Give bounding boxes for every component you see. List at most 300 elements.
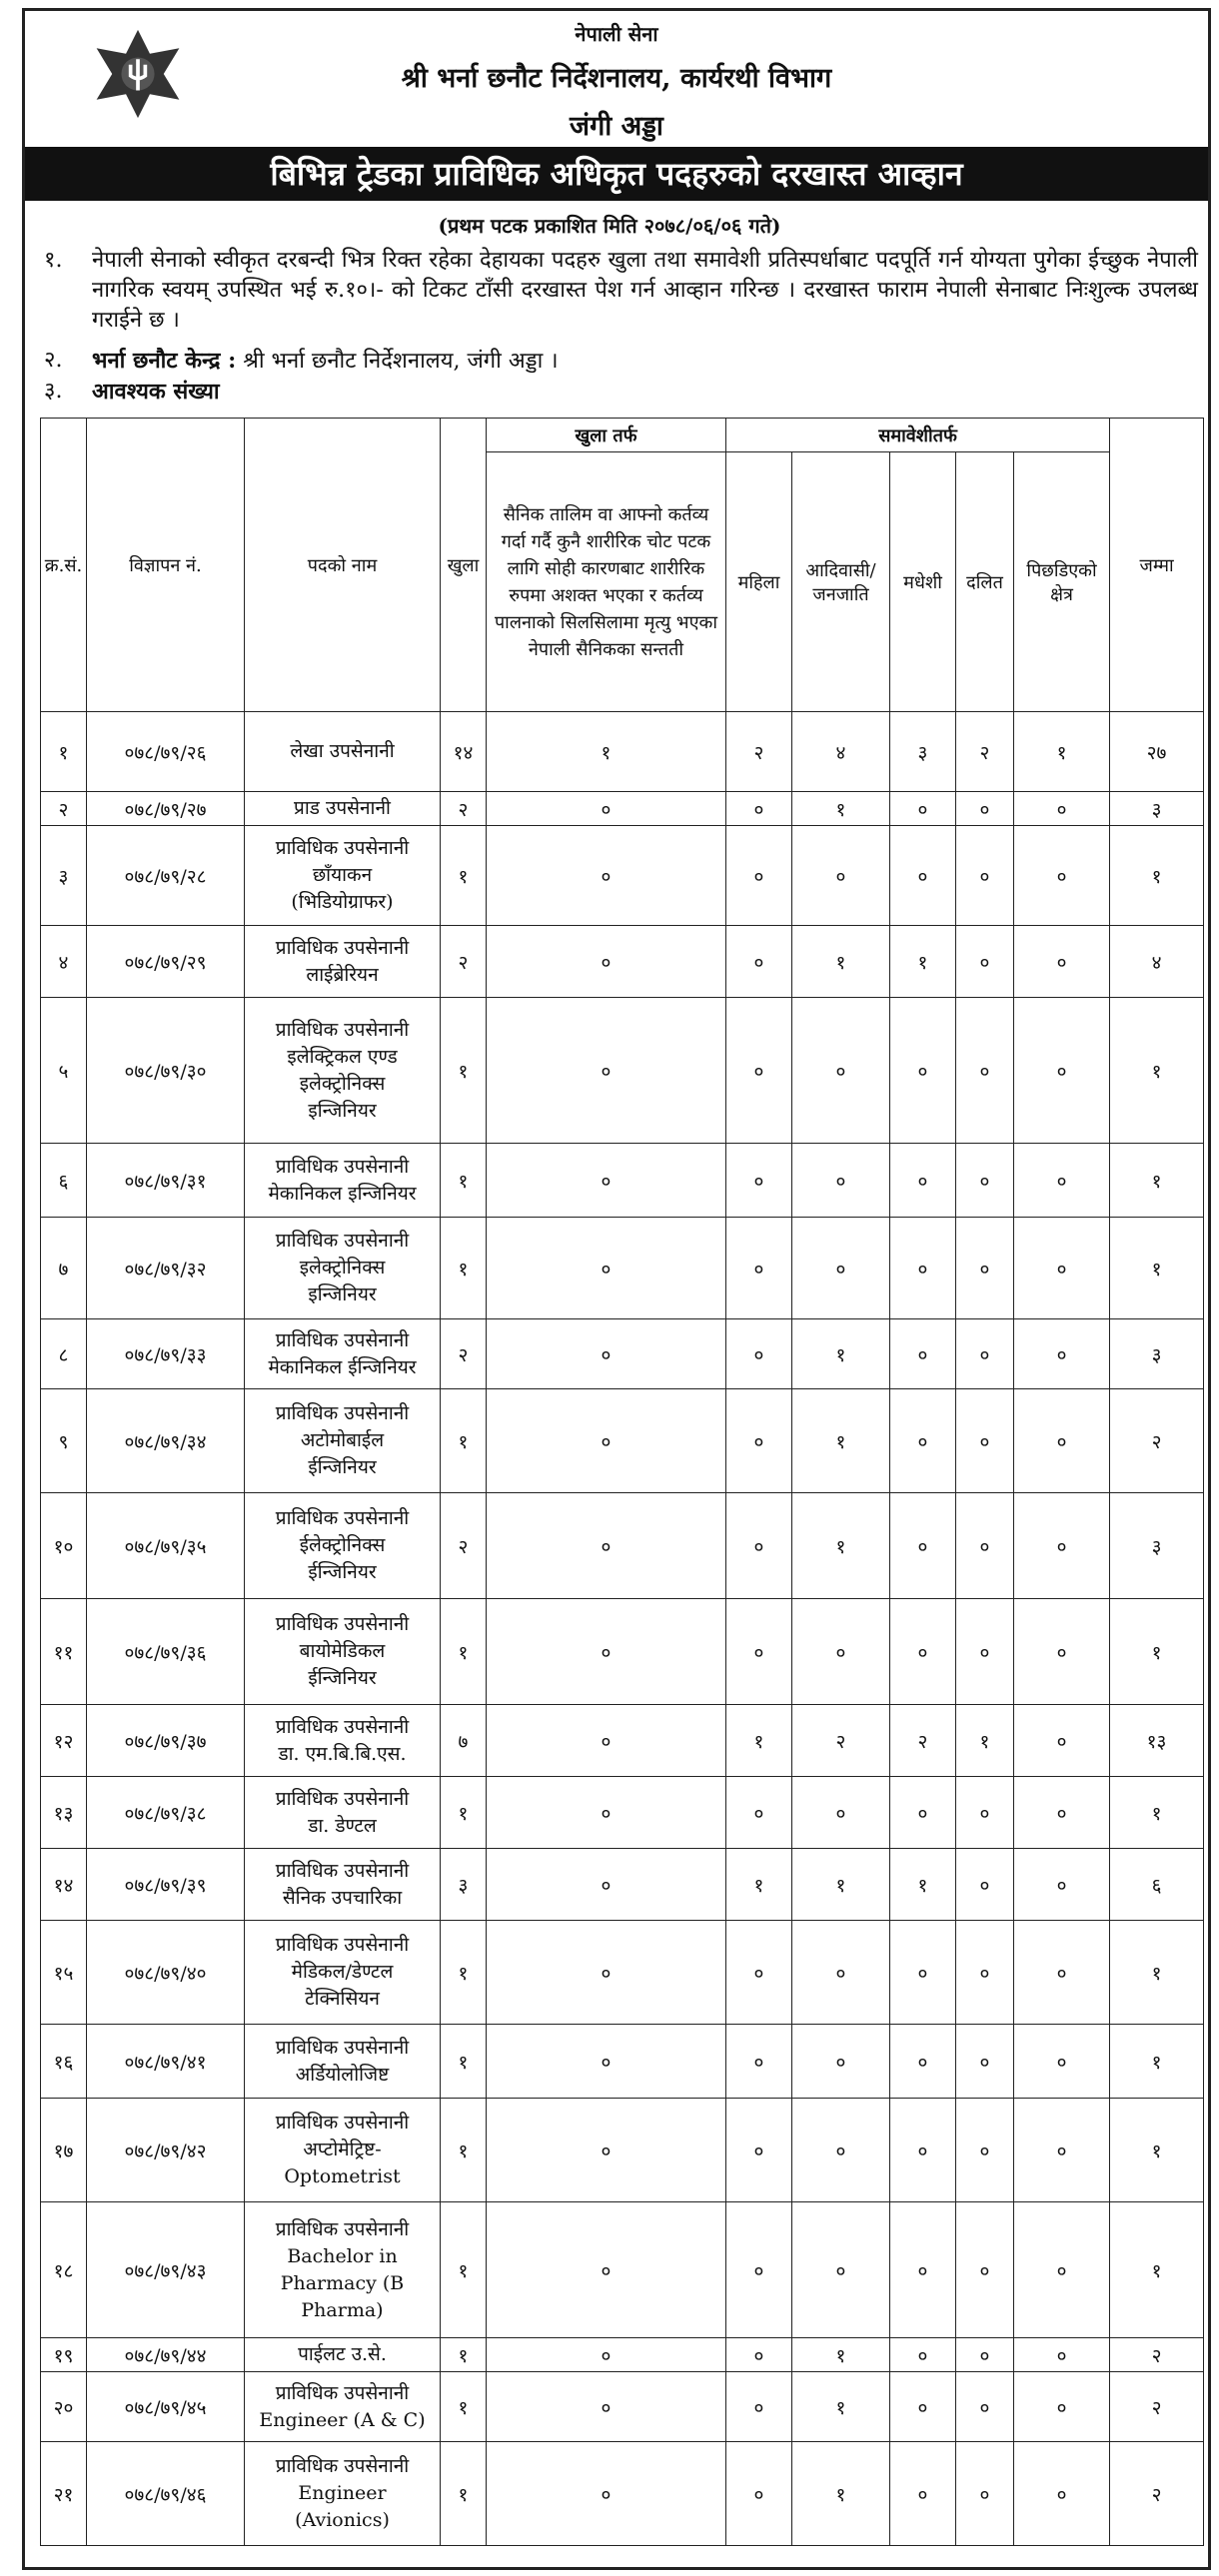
vacancy-table — [40, 418, 1204, 2546]
cell-janajati: ० — [792, 2025, 890, 2099]
table-row — [41, 998, 1204, 1144]
cell-adv: ०७८/७९/४१ — [87, 2025, 245, 2099]
post-line: प्राविधिक उपसेनानी — [275, 2036, 410, 2059]
post-line: मेकानिकल ईन्जिनियर — [268, 1355, 417, 1378]
cell-dalit: ० — [956, 2372, 1014, 2442]
table-row — [41, 792, 1204, 826]
header-total: जम्मा — [1110, 419, 1204, 712]
cell-madhesi: ० — [890, 1921, 956, 2025]
cell-adv: ०७८/७९/३२ — [87, 1218, 245, 1319]
cell-dalit: ० — [956, 2099, 1014, 2202]
cell-women: ० — [726, 1389, 792, 1493]
cell-janajati: २ — [792, 1705, 890, 1777]
cell-backward: ० — [1014, 1144, 1110, 1218]
cell-backward: ० — [1014, 1319, 1110, 1389]
cell-women: १ — [726, 1849, 792, 1921]
cell-janajati: ० — [792, 1218, 890, 1319]
cell-adv: ०७८/७९/४५ — [87, 2372, 245, 2442]
cell-women: ० — [726, 2025, 792, 2099]
post-line: इलेक्ट्रिकल एण्ड — [287, 1045, 398, 1068]
cell-martyr: ० — [487, 1218, 726, 1319]
post-line: Optometrist — [284, 2165, 401, 2187]
header-women: महिला — [726, 452, 792, 712]
cell-sn: २० — [41, 2372, 87, 2442]
cell-open: १ — [441, 2338, 487, 2372]
cell-martyr: ० — [487, 1144, 726, 1218]
paragraph-3 — [44, 377, 1198, 407]
cell-post — [245, 926, 441, 998]
cell-dalit: ० — [956, 1319, 1014, 1389]
cell-open: १ — [441, 2202, 487, 2338]
post-line: प्राविधिक उपसेनानी — [275, 1230, 410, 1252]
cell-total: १ — [1110, 2202, 1204, 2338]
post-line: प्राविधिक उपसेनानी — [275, 837, 410, 859]
cell-total: २ — [1110, 2372, 1204, 2442]
cell-women: ० — [726, 2099, 792, 2202]
cell-sn: ६ — [41, 1144, 87, 1218]
post-line: बायोमेडिकल — [299, 1640, 386, 1662]
post-line: ईलेक्ट्रोनिक्स — [299, 1534, 386, 1556]
cell-adv: ०७८/७९/३४ — [87, 1389, 245, 1493]
cell-post — [245, 1144, 441, 1218]
cell-martyr: ० — [487, 1389, 726, 1493]
cell-madhesi: ० — [890, 1144, 956, 1218]
header-martyr: सैनिक तालिम वा आफ्नो कर्तव्य गर्दा गर्दै कुनै शारीरिक चोट पटक लागि सोही कारणबाट शारीरिक रुपमा अशक्त भएका र कर्तव्य पालनाको सिलसिलामा मृत्यु भएका नेपाली सैनिकका सन्तती — [487, 452, 726, 712]
cell-sn: १७ — [41, 2099, 87, 2202]
cell-sn: १९ — [41, 2338, 87, 2372]
cell-total: १ — [1110, 2099, 1204, 2202]
cell-janajati: १ — [792, 1493, 890, 1599]
cell-open: १ — [441, 1389, 487, 1493]
header-open-group: खुला तर्फ — [487, 419, 726, 452]
cell-sn: १ — [41, 712, 87, 792]
cell-madhesi: ० — [890, 2099, 956, 2202]
paragraph-number: २. — [44, 348, 63, 373]
cell-total: १ — [1110, 826, 1204, 926]
cell-post — [245, 1218, 441, 1319]
cell-adv: ०७८/७९/३० — [87, 998, 245, 1144]
cell-janajati: ० — [792, 998, 890, 1144]
paragraph-2 — [44, 346, 1198, 377]
cell-adv: ०७८/७९/३६ — [87, 1599, 245, 1705]
cell-backward: ० — [1014, 2202, 1110, 2338]
cell-open: १४ — [441, 712, 487, 792]
paragraph-text: नेपाली सेनाको स्वीकृत दरबन्दी भित्र रिक्त रहेका देहायका पदहरु खुला तथा समावेशी प्रतिस्पर्धाबाट पदपूर्ति गर्न योग्यता पुगेका ईच्छुक नेपाली नागरिक स्वयम् उपस्थित भई रु.१०।- को टिकट टाँसी दरखास्त पेश गर्न आव्हान गरिन्छ । दरखास्त फाराम नेपाली सेनाबाट निःशुल्क उपलब्ध गराईने छ । — [92, 248, 1198, 333]
cell-backward: ० — [1014, 1777, 1110, 1849]
cell-total: ३ — [1110, 1319, 1204, 1389]
cell-martyr: ० — [487, 1921, 726, 2025]
cell-adv: ०७८/७९/३८ — [87, 1777, 245, 1849]
post-line: प्राविधिक उपसेनानी — [275, 1155, 410, 1178]
cell-open: १ — [441, 1921, 487, 2025]
cell-women: १ — [726, 1705, 792, 1777]
table-row — [41, 826, 1204, 926]
cell-sn: २१ — [41, 2442, 87, 2546]
cell-janajati: ० — [792, 2202, 890, 2338]
cell-backward: ० — [1014, 2442, 1110, 2546]
cell-dalit: ० — [956, 2338, 1014, 2372]
cell-madhesi: ० — [890, 1493, 956, 1599]
cell-madhesi: १ — [890, 926, 956, 998]
cell-sn: १८ — [41, 2202, 87, 2338]
post-line: छाँयाकन — [312, 864, 373, 886]
cell-open: २ — [441, 1493, 487, 1599]
cell-total: १ — [1110, 998, 1204, 1144]
table-row — [41, 926, 1204, 998]
cell-post — [245, 1389, 441, 1493]
cell-open: १ — [441, 2442, 487, 2546]
cell-martyr: ० — [487, 2338, 726, 2372]
post-line: मेडिकल/डेण्टल — [291, 1961, 394, 1983]
cell-post — [245, 2372, 441, 2442]
header-backward: पिछडिएको क्षेत्र — [1014, 452, 1110, 712]
cell-madhesi: १ — [890, 1849, 956, 1921]
table-row — [41, 712, 1204, 792]
cell-open: १ — [441, 1777, 487, 1849]
post-line: लाईब्रेरियन — [306, 963, 379, 986]
cell-martyr: ० — [487, 792, 726, 826]
cell-backward: ० — [1014, 1389, 1110, 1493]
cell-backward: ० — [1014, 2025, 1110, 2099]
cell-backward: ० — [1014, 1493, 1110, 1599]
header-madhesi: मधेशी — [890, 452, 956, 712]
post-line: अर्डियोलोजिष्ट — [295, 2063, 390, 2086]
publish-date: (प्रथम पटक प्रकाशित मिति २०७८/०६/०६ गते) — [438, 214, 781, 238]
cell-madhesi: ० — [890, 826, 956, 926]
cell-total: १ — [1110, 1777, 1204, 1849]
letterhead — [22, 8, 1211, 148]
cell-adv: ०७८/७९/४४ — [87, 2338, 245, 2372]
post-line: सैनिक उपचारिका — [282, 1886, 403, 1909]
cell-sn: १२ — [41, 1705, 87, 1777]
cell-women: २ — [726, 712, 792, 792]
cell-post — [245, 1599, 441, 1705]
cell-backward: ० — [1014, 792, 1110, 826]
cell-martyr: ० — [487, 1599, 726, 1705]
cell-martyr: ० — [487, 1493, 726, 1599]
cell-backward: १ — [1014, 712, 1110, 792]
cell-janajati: १ — [792, 1389, 890, 1493]
table-row — [41, 2372, 1204, 2442]
cell-post — [245, 1705, 441, 1777]
post-line: प्राविधिक उपसेनानी — [275, 1507, 410, 1529]
cell-janajati: ० — [792, 1599, 890, 1705]
header-open: खुला — [441, 419, 487, 712]
post-line: (भिडियोग्राफर) — [291, 891, 394, 913]
cell-dalit: ० — [956, 2442, 1014, 2546]
cell-women: ० — [726, 998, 792, 1144]
cell-sn: ७ — [41, 1218, 87, 1319]
cell-post — [245, 1849, 441, 1921]
post-line: प्राविधिक उपसेनानी — [275, 936, 410, 959]
cell-backward: ० — [1014, 1218, 1110, 1319]
cell-total: १ — [1110, 1144, 1204, 1218]
cell-backward: ० — [1014, 1921, 1110, 2025]
cell-open: १ — [441, 1218, 487, 1319]
table-row — [41, 1389, 1204, 1493]
table-row — [41, 1144, 1204, 1218]
cell-open: १ — [441, 1144, 487, 1218]
cell-janajati: ० — [792, 826, 890, 926]
cell-open: १ — [441, 2025, 487, 2099]
cell-madhesi: ० — [890, 2338, 956, 2372]
header-inclusive-group: समावेशीतर्फ — [726, 419, 1110, 452]
cell-martyr: १ — [487, 712, 726, 792]
cell-backward: ० — [1014, 1849, 1110, 1921]
post-line: Engineer (A & C) — [259, 2408, 426, 2431]
cell-adv: ०७८/७९/४० — [87, 1921, 245, 2025]
header-adv: विज्ञापन नं. — [87, 419, 245, 712]
paragraph-1 — [44, 246, 1198, 336]
cell-janajati: १ — [792, 2442, 890, 2546]
cell-dalit: ० — [956, 1144, 1014, 1218]
post-line: इलेक्ट्रोनिक्स — [299, 1072, 386, 1095]
cell-open: २ — [441, 926, 487, 998]
post-line: डा. डेण्टल — [308, 1814, 377, 1837]
cell-backward: ० — [1014, 926, 1110, 998]
post-line: Bachelor in — [287, 2244, 398, 2267]
cell-martyr: ० — [487, 1849, 726, 1921]
post-line: प्राविधिक उपसेनानी — [275, 1715, 410, 1738]
cell-total: १३ — [1110, 1705, 1204, 1777]
cell-post — [245, 826, 441, 926]
cell-janajati: १ — [792, 1319, 890, 1389]
cell-dalit: ० — [956, 792, 1014, 826]
cell-women: ० — [726, 2372, 792, 2442]
post-line: प्राविधिक उपसेनानी — [275, 1613, 410, 1635]
post-line: Engineer — [298, 2482, 387, 2504]
cell-backward: ० — [1014, 1705, 1110, 1777]
cell-total: १ — [1110, 2025, 1204, 2099]
cell-dalit: ० — [956, 998, 1014, 1144]
header-dalit: दलित — [956, 452, 1014, 712]
cell-open: १ — [441, 826, 487, 926]
cell-dalit: ० — [956, 1849, 1014, 1921]
cell-women: ० — [726, 926, 792, 998]
post-line: प्राविधिक उपसेनानी — [275, 1934, 410, 1956]
cell-post — [245, 2442, 441, 2546]
cell-adv: ०७८/७९/२८ — [87, 826, 245, 926]
cell-backward: ० — [1014, 998, 1110, 1144]
cell-women: ० — [726, 2338, 792, 2372]
header-janajati: आदिवासी/ जनजाति — [792, 452, 890, 712]
post-line: प्राविधिक उपसेनानी — [275, 1328, 410, 1351]
cell-martyr: ० — [487, 998, 726, 1144]
cell-sn: २ — [41, 792, 87, 826]
org-name: नेपाली सेना — [575, 22, 658, 46]
cell-adv: ०७८/७९/४२ — [87, 2099, 245, 2202]
cell-martyr: ० — [487, 1319, 726, 1389]
post-line: प्राविधिक उपसेनानी — [275, 2217, 410, 2240]
cell-post — [245, 1493, 441, 1599]
cell-martyr: ० — [487, 1777, 726, 1849]
cell-janajati: ० — [792, 1144, 890, 1218]
cell-janajati: ४ — [792, 712, 890, 792]
post-line: ईन्जिनियर — [308, 1667, 377, 1689]
cell-sn: १३ — [41, 1777, 87, 1849]
cell-total: १ — [1110, 1218, 1204, 1319]
cell-dalit: ० — [956, 1921, 1014, 2025]
post-line: इन्जिनियर — [308, 1099, 377, 1122]
header-sn: क्र.सं. — [41, 419, 87, 712]
cell-total: ३ — [1110, 792, 1204, 826]
post-line: डा. एम.बि.बि.एस. — [278, 1742, 407, 1765]
cell-sn: ८ — [41, 1319, 87, 1389]
table-row — [41, 1493, 1204, 1599]
table-row — [41, 2202, 1204, 2338]
post-line: प्राविधिक उपसेनानी — [275, 1859, 410, 1882]
cell-sn: ४ — [41, 926, 87, 998]
cell-adv: ०७८/७९/३१ — [87, 1144, 245, 1218]
cell-total: १ — [1110, 1921, 1204, 2025]
notice-title: बिभिन्न ट्रेडका प्राविधिक अधिकृत पदहरुको दरखास्त आव्हान — [25, 147, 1208, 201]
cell-dalit: ० — [956, 1777, 1014, 1849]
table-row — [41, 1705, 1204, 1777]
cell-women: ० — [726, 1144, 792, 1218]
cell-janajati: १ — [792, 2338, 890, 2372]
cell-post — [245, 1777, 441, 1849]
paragraph-number: १. — [44, 248, 63, 273]
cell-total: ३ — [1110, 1493, 1204, 1599]
cell-total: २ — [1110, 1389, 1204, 1493]
cell-post — [245, 2202, 441, 2338]
cell-open: ७ — [441, 1705, 487, 1777]
cell-backward: ० — [1014, 2099, 1110, 2202]
header-post: पदको नाम — [245, 419, 441, 712]
cell-janajati: ० — [792, 1777, 890, 1849]
cell-dalit: ० — [956, 826, 1014, 926]
cell-martyr: ० — [487, 2025, 726, 2099]
cell-women: ० — [726, 1599, 792, 1705]
post-line: इलेक्ट्रोनिक्स — [299, 1257, 386, 1279]
post-line: इन्जिनियर — [308, 1284, 377, 1305]
cell-women: ० — [726, 1218, 792, 1319]
cell-post — [245, 998, 441, 1144]
cell-total: २ — [1110, 2442, 1204, 2546]
cell-open: १ — [441, 2099, 487, 2202]
table-row — [41, 2338, 1204, 2372]
hq-name: जंगी अड्डा — [570, 111, 663, 142]
post-line: लेखा उपसेनानी — [290, 740, 395, 762]
cell-sn: ५ — [41, 998, 87, 1144]
center-label: भर्ना छनौट केन्द्र : — [92, 348, 237, 374]
cell-women: ० — [726, 1493, 792, 1599]
cell-sn: १६ — [41, 2025, 87, 2099]
cell-adv: ०७८/७९/३३ — [87, 1319, 245, 1389]
table-row — [41, 1599, 1204, 1705]
cell-madhesi: ० — [890, 2025, 956, 2099]
table-body — [41, 712, 1204, 2546]
cell-adv: ०७८/७९/२७ — [87, 792, 245, 826]
cell-adv: ०७८/७९/३७ — [87, 1705, 245, 1777]
cell-adv: ०७८/७९/२९ — [87, 926, 245, 998]
cell-women: ० — [726, 792, 792, 826]
cell-open: ३ — [441, 1849, 487, 1921]
table-row — [41, 1319, 1204, 1389]
cell-total: ६ — [1110, 1849, 1204, 1921]
post-line: प्राविधिक उपसेनानी — [275, 2112, 410, 2134]
cell-madhesi: ० — [890, 1319, 956, 1389]
post-line: पाईलट उ.से. — [298, 2343, 387, 2365]
post-line: प्राविधिक उपसेनानी — [275, 2381, 410, 2404]
cell-open: १ — [441, 2372, 487, 2442]
cell-adv: ०७८/७९/२६ — [87, 712, 245, 792]
paragraph-number: ३. — [44, 379, 63, 404]
cell-dalit: २ — [956, 712, 1014, 792]
cell-sn: १५ — [41, 1921, 87, 2025]
post-line: अटोमोबाईल — [300, 1429, 385, 1451]
table-row — [41, 2025, 1204, 2099]
cell-janajati: ० — [792, 1921, 890, 2025]
post-line: मेकानिकल इन्जिनियर — [268, 1182, 417, 1205]
cell-madhesi: ० — [890, 2442, 956, 2546]
cell-adv: ०७८/७९/४३ — [87, 2202, 245, 2338]
cell-martyr: ० — [487, 1705, 726, 1777]
cell-post — [245, 712, 441, 792]
cell-madhesi: ० — [890, 2202, 956, 2338]
cell-dalit: ० — [956, 2202, 1014, 2338]
cell-dalit: ० — [956, 1218, 1014, 1319]
cell-women: ० — [726, 826, 792, 926]
table-row — [41, 2442, 1204, 2546]
cell-post — [245, 1921, 441, 2025]
cell-women: ० — [726, 2442, 792, 2546]
cell-women: ० — [726, 1319, 792, 1389]
cell-janajati: १ — [792, 1849, 890, 1921]
center-value: श्री भर्ना छनौट निर्देशनालय, जंगी अड्डा । — [243, 349, 559, 374]
cell-total: २७ — [1110, 712, 1204, 792]
cell-sn: ३ — [41, 826, 87, 926]
cell-martyr: ० — [487, 826, 726, 926]
cell-dalit: ० — [956, 1599, 1014, 1705]
cell-madhesi: २ — [890, 1705, 956, 1777]
table-row — [41, 1849, 1204, 1921]
cell-post — [245, 1319, 441, 1389]
cell-madhesi: ० — [890, 1218, 956, 1319]
cell-total: ४ — [1110, 926, 1204, 998]
cell-total: १ — [1110, 1599, 1204, 1705]
cell-janajati: १ — [792, 2372, 890, 2442]
cell-martyr: ० — [487, 2442, 726, 2546]
cell-madhesi: ० — [890, 998, 956, 1144]
table-row — [41, 1218, 1204, 1319]
cell-women: ० — [726, 2202, 792, 2338]
post-line: प्राड उपसेनानी — [294, 797, 391, 819]
cell-janajati: १ — [792, 926, 890, 998]
post-line: प्राविधिक उपसेनानी — [275, 1402, 410, 1424]
post-line: ईन्जिनियर — [308, 1561, 377, 1583]
post-line: Pharmacy (B — [280, 2271, 405, 2294]
post-line: प्राविधिक उपसेनानी — [275, 2455, 410, 2477]
cell-total: २ — [1110, 2338, 1204, 2372]
cell-martyr: ० — [487, 2202, 726, 2338]
cell-madhesi: ० — [890, 1389, 956, 1493]
cell-post — [245, 2338, 441, 2372]
cell-sn: ११ — [41, 1599, 87, 1705]
post-line: प्राविधिक उपसेनानी — [275, 1787, 410, 1810]
cell-madhesi: ० — [890, 2372, 956, 2442]
cell-madhesi: ० — [890, 1599, 956, 1705]
cell-dalit: ० — [956, 1493, 1014, 1599]
cell-adv: ०७८/७९/४६ — [87, 2442, 245, 2546]
table-row — [41, 1777, 1204, 1849]
cell-women: ० — [726, 1921, 792, 2025]
cell-backward: ० — [1014, 1599, 1110, 1705]
cell-open: १ — [441, 1599, 487, 1705]
cell-backward: ० — [1014, 2338, 1110, 2372]
cell-adv: ०७८/७९/३९ — [87, 1849, 245, 1921]
post-line: प्राविधिक उपसेनानी — [275, 1018, 410, 1041]
